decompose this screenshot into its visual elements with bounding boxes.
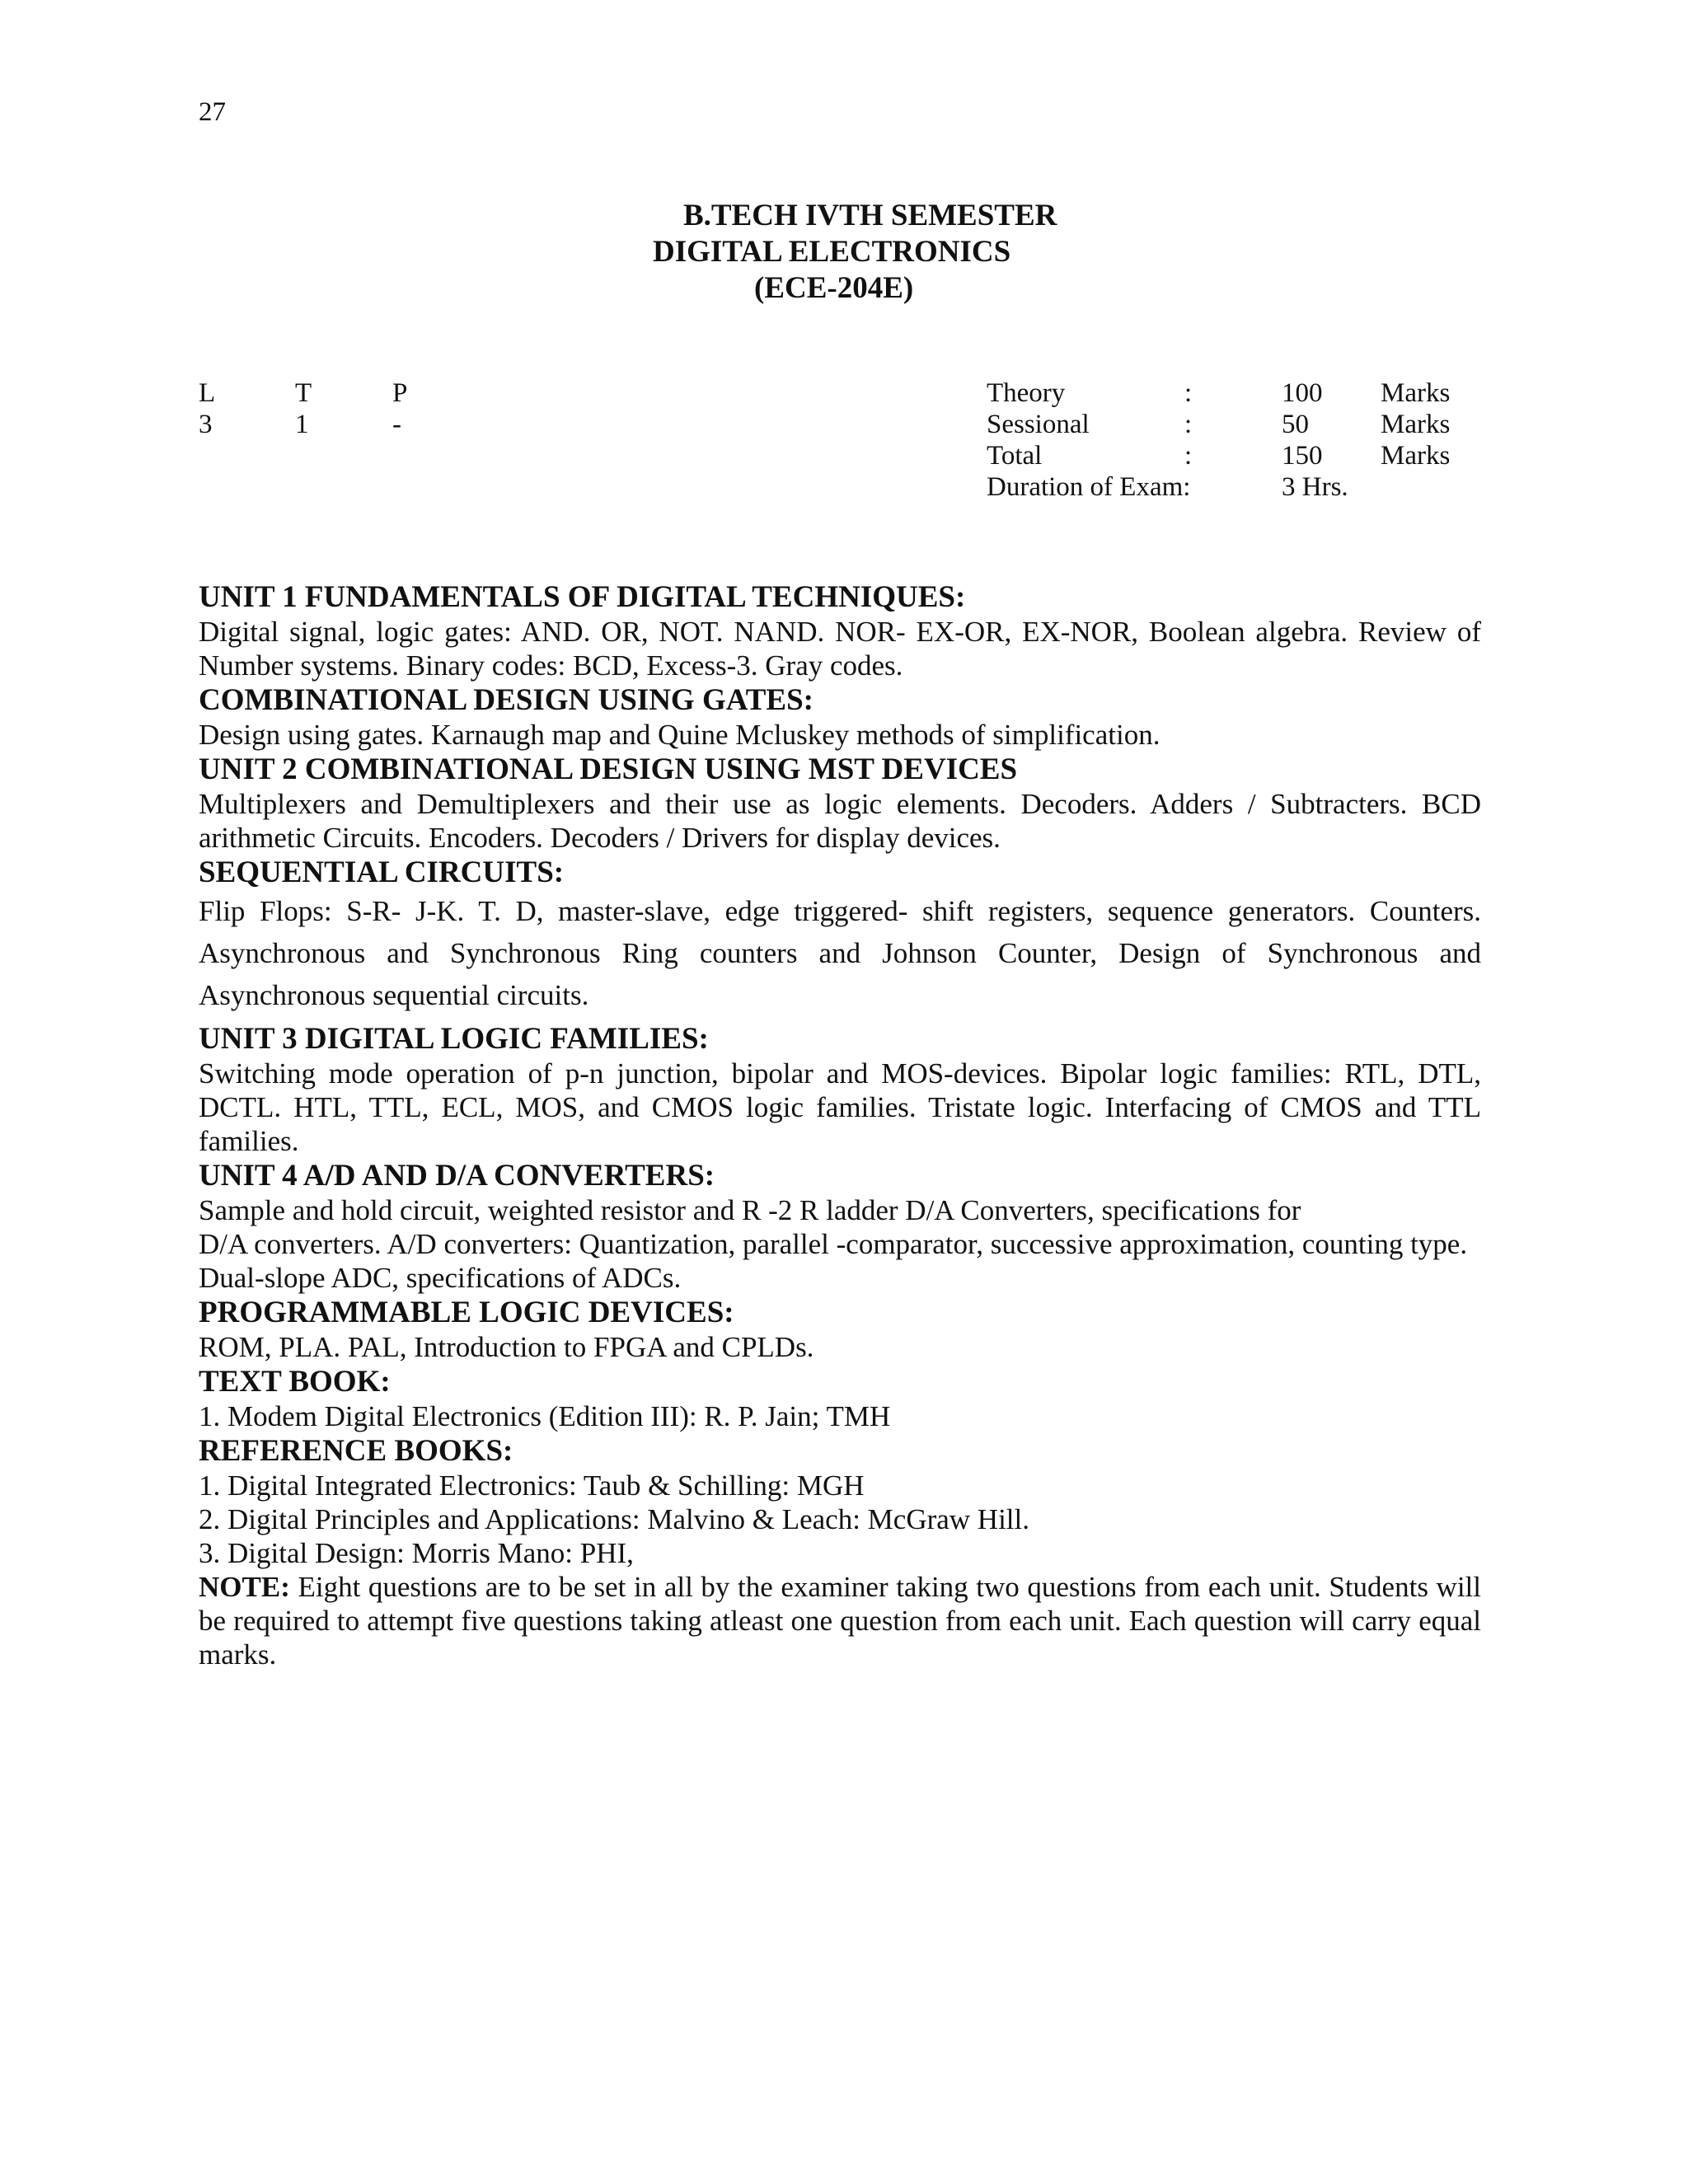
marks-value: 50: [1282, 410, 1309, 439]
marks-unit: Marks: [1381, 378, 1451, 408]
ltp-header-row: [199, 377, 446, 409]
combinational-heading: COMBINATIONAL DESIGN USING GATES:: [199, 683, 814, 717]
marks-unit: Marks: [1381, 410, 1451, 439]
unit2-text: Multiplexers and Demultiplexers and their use as logic elements. Decoders. Adders / Subtracters. BCD arithmetic Circuits. Encoders. Decoders / Drivers for display devices.: [199, 788, 1481, 854]
marks-row-total: [987, 440, 1481, 471]
unit4-text-line3: Dual-slope ADC, specifications of ADCs.: [199, 1262, 682, 1294]
semester-title: B.TECH IVTH SEMESTER: [683, 199, 1057, 232]
textbook-heading: TEXT BOOK:: [199, 1365, 391, 1399]
ltp-value-t: 1: [295, 410, 309, 439]
pld-text: ROM, PLA. PAL, Introduction to FPGA and CPLDs.: [199, 1331, 814, 1363]
note-paragraph: [199, 1570, 1481, 1671]
ltp-header-t: T: [295, 378, 312, 408]
marks-label: Sessional: [987, 410, 1090, 439]
sequential-heading: SEQUENTIAL CIRCUITS:: [199, 855, 565, 889]
pld-heading: PROGRAMMABLE LOGIC DEVICES:: [199, 1296, 734, 1329]
marks-label: Theory: [987, 378, 1066, 408]
course-title: DIGITAL ELECTRONICS: [653, 235, 1011, 269]
unit4-text-line2: D/A converters. A/D converters: Quantization, parallel -comparator, successive approximation, counting type.: [199, 1228, 1468, 1260]
ltp-table: [199, 377, 446, 440]
reference-item: 3. Digital Design: Morris Mano: PHI,: [199, 1537, 634, 1569]
unit1-heading: UNIT 1 FUNDAMENTALS OF DIGITAL TECHNIQUES:: [199, 580, 966, 614]
textbook-item: 1. Modem Digital Electronics (Edition III): R. P. Jain; TMH: [199, 1400, 891, 1432]
syllabus-content: [199, 579, 1481, 1671]
marks-value: 150: [1282, 441, 1323, 471]
marks-row-duration: [987, 471, 1481, 503]
marks-table: [987, 377, 1481, 503]
unit4-heading: UNIT 4 A/D AND D/A CONVERTERS:: [199, 1159, 715, 1193]
marks-label: Total: [987, 441, 1043, 471]
marks-row-theory: [987, 377, 1481, 409]
unit4-text-line1: Sample and hold circuit, weighted resistor and R -2 R ladder D/A Converters, specifications for: [199, 1194, 1301, 1226]
note-label: NOTE:: [199, 1571, 290, 1603]
reference-item: 1. Digital Integrated Electronics: Taub & Schilling: MGH: [199, 1469, 865, 1502]
course-code: (ECE-204E): [754, 271, 914, 305]
ltp-value-row: [199, 409, 446, 440]
unit2-heading: UNIT 2 COMBINATIONAL DESIGN USING MST DEVICES: [199, 752, 1018, 786]
marks-value: 3 Hrs.: [1282, 472, 1348, 502]
reference-item: 2. Digital Principles and Applications: Malvino & Leach: McGraw Hill.: [199, 1503, 1030, 1535]
page-number: 27: [199, 97, 226, 127]
combinational-text: Design using gates. Karnaugh map and Quine Mcluskey methods of simplification.: [199, 719, 1160, 751]
marks-label: Duration of Exam:: [987, 472, 1191, 502]
ltp-header-l: L: [199, 378, 216, 408]
marks-colon: :: [1184, 378, 1193, 408]
unit1-text: Digital signal, logic gates: AND. OR, NOT. NAND. NOR- EX-OR, EX-NOR, Boolean algebra. Review of Number systems. Binary codes: BCD, Excess-3. Gray codes.: [199, 616, 1481, 682]
marks-row-sessional: [987, 409, 1481, 440]
note-text: Eight questions are to be set in all by the examiner taking two questions from each unit. Students will be required to attempt five questions taking atleast one question from each unit. Each question will carry equal marks.: [199, 1571, 1481, 1671]
ltp-value-l: 3: [199, 410, 213, 439]
marks-value: 100: [1282, 378, 1323, 408]
unit3-heading: UNIT 3 DIGITAL LOGIC FAMILIES:: [199, 1022, 709, 1056]
reference-heading: REFERENCE BOOKS:: [199, 1434, 513, 1468]
ltp-header-p: P: [392, 378, 408, 408]
sequential-text: Flip Flops: S-R- J-K. T. D, master-slave, edge triggered- shift registers, sequence generators. Counters. Asynchronous and Synchronous Ring counters and Johnson Counter, Design of Synchronous and Asynchronous sequential circuits.: [199, 895, 1481, 1011]
ltp-value-p: -: [392, 410, 401, 439]
unit3-text: Switching mode operation of p-n junction, bipolar and MOS-devices. Bipolar logic families: RTL, DTL, DCTL. HTL, TTL, ECL, MOS, and CMOS logic families. Tristate logic. Interfacing of CMOS and TTL families.: [199, 1057, 1481, 1157]
marks-unit: Marks: [1381, 441, 1451, 471]
marks-colon: :: [1184, 441, 1193, 471]
marks-colon: :: [1184, 410, 1193, 439]
